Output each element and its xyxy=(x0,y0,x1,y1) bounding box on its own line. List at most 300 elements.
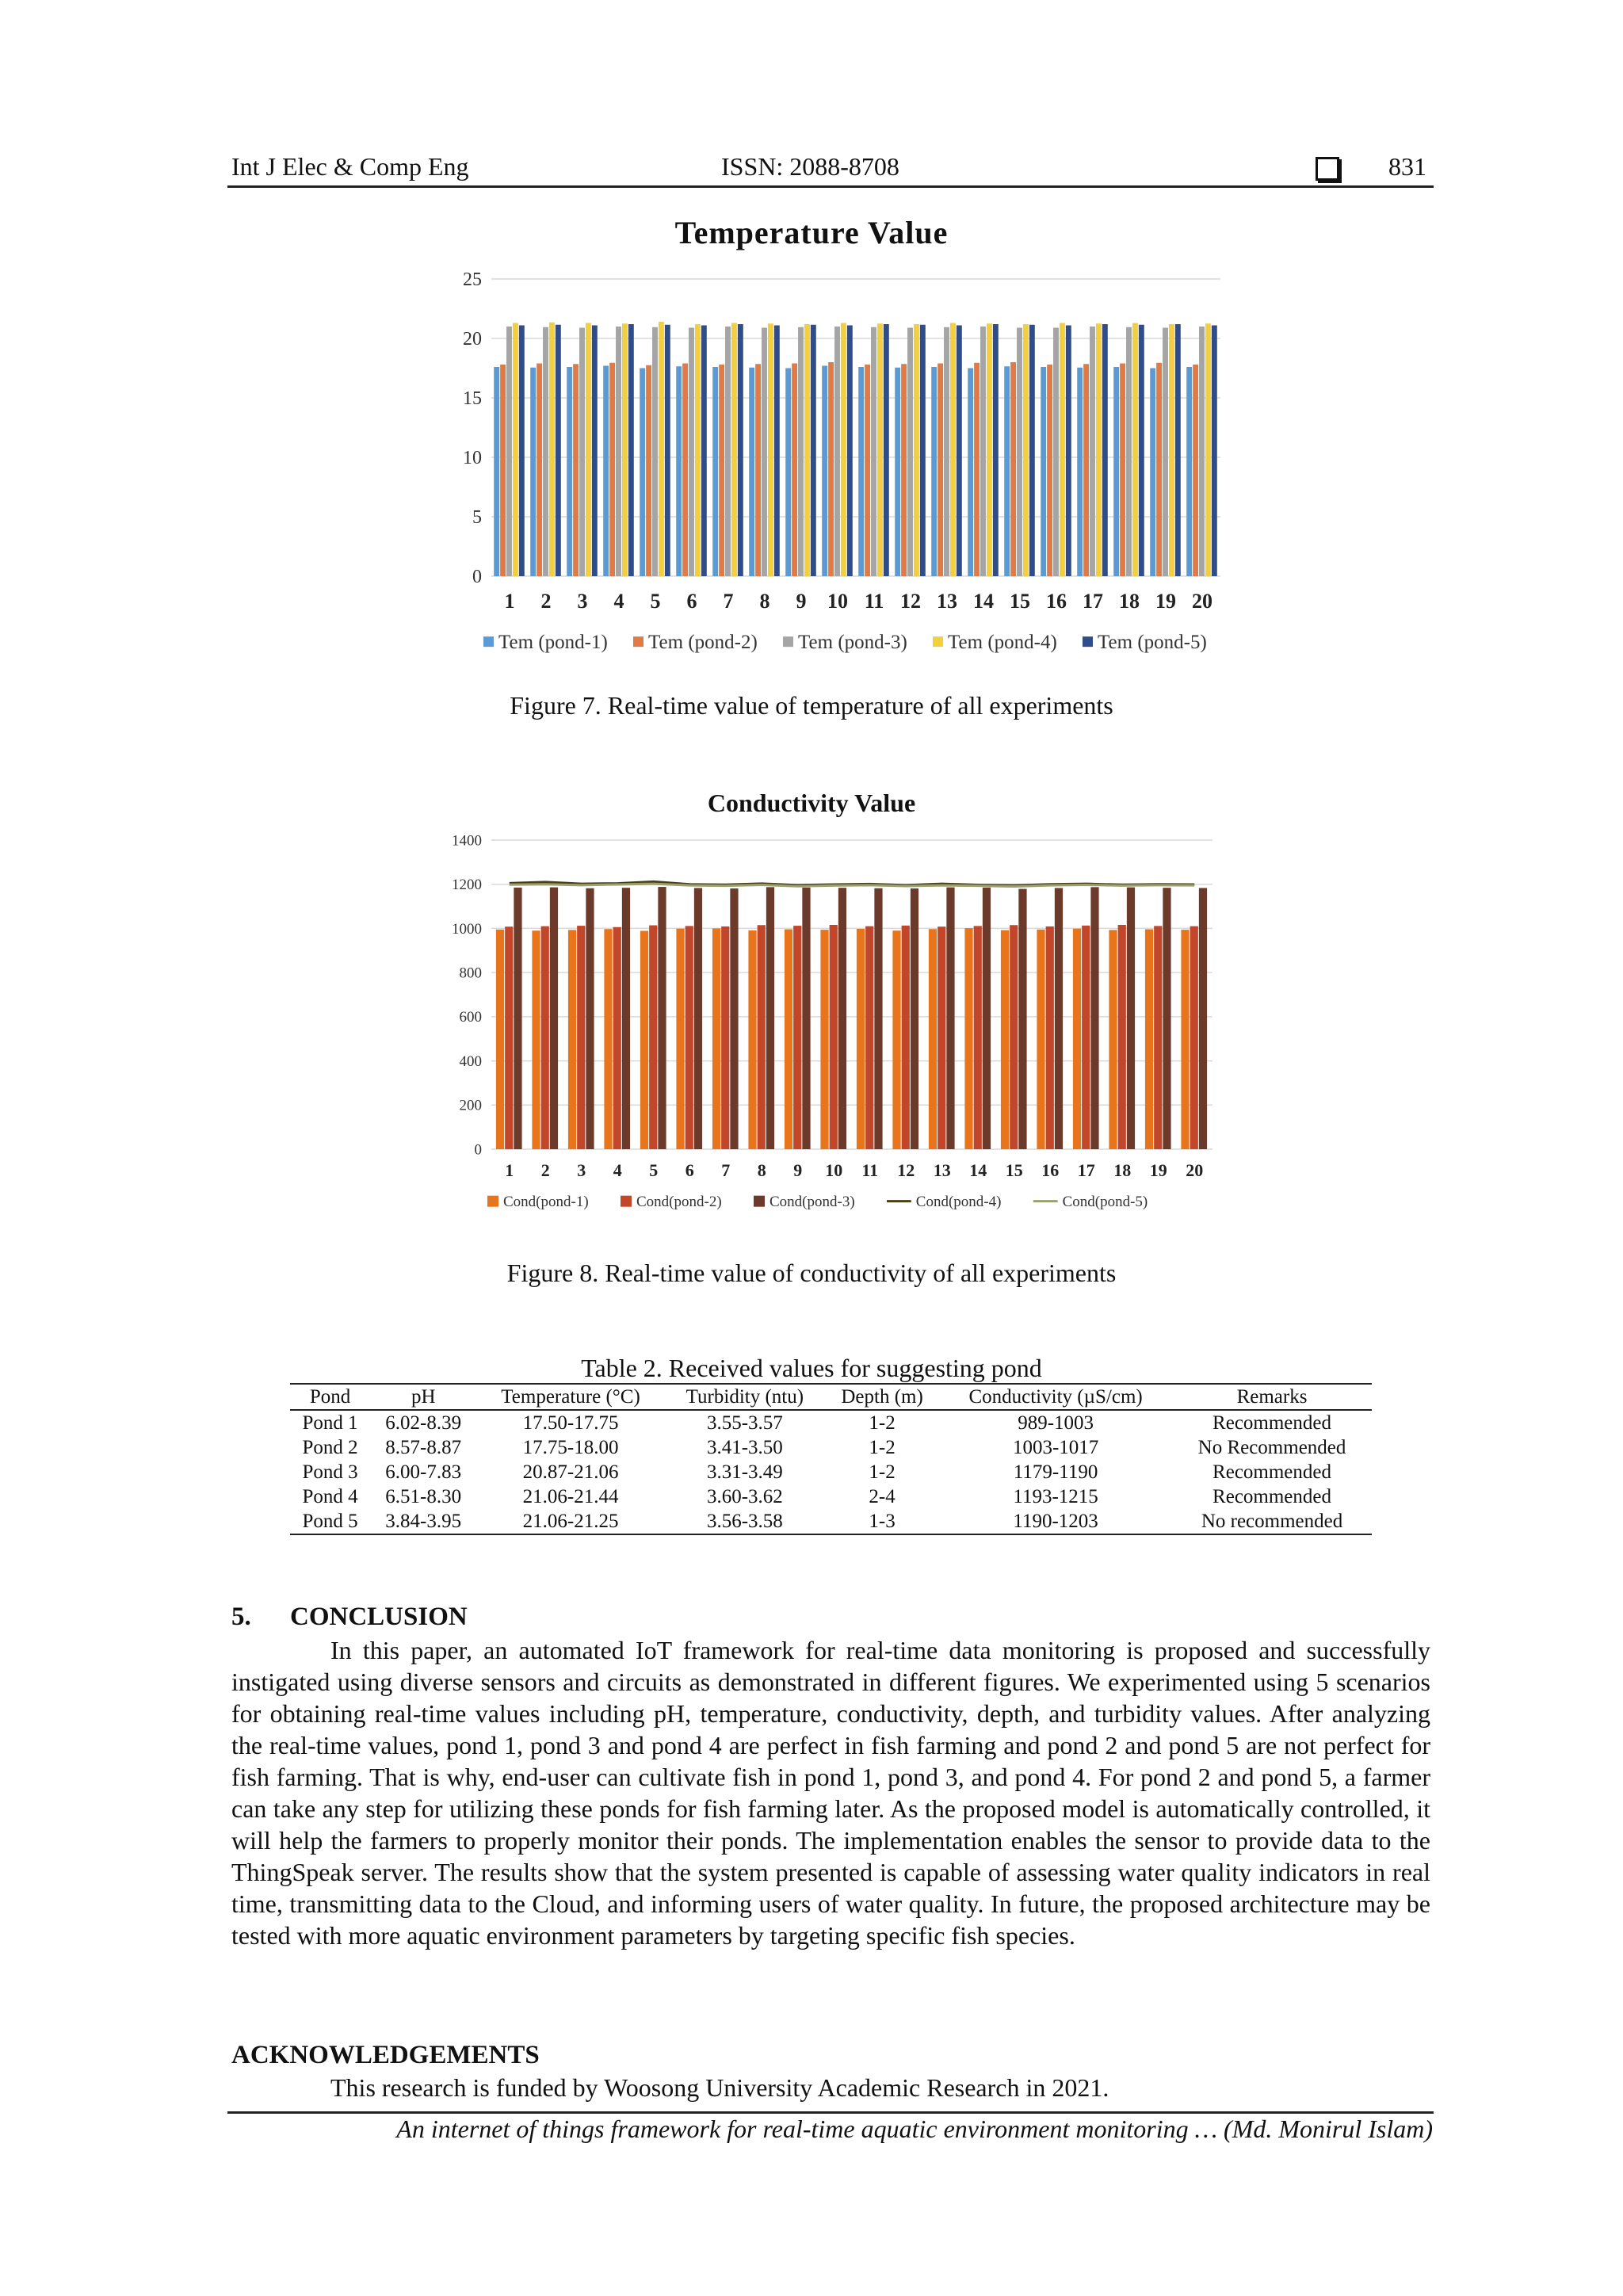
y-tick-label: 5 xyxy=(472,507,482,528)
table-cell: Pond 2 xyxy=(302,1437,358,1458)
bar xyxy=(1163,888,1170,1149)
bar xyxy=(974,926,982,1149)
bar xyxy=(983,888,991,1149)
bar xyxy=(494,367,499,576)
bar xyxy=(506,327,512,576)
bar xyxy=(1169,324,1174,576)
bar xyxy=(834,327,840,576)
bar xyxy=(537,364,542,577)
bar xyxy=(980,327,986,576)
table-cell: 3.31-3.49 xyxy=(706,1461,783,1483)
bar xyxy=(993,324,999,576)
bar xyxy=(987,323,992,576)
x-tick-label: 12 xyxy=(900,590,921,613)
table-cell: Pond 4 xyxy=(302,1486,358,1507)
journal-name: Int J Elec & Comp Eng xyxy=(231,152,469,181)
ack-heading: ACKNOWLEDGEMENTS xyxy=(231,2041,540,2069)
bar xyxy=(1163,328,1168,577)
bar xyxy=(804,324,810,576)
bar xyxy=(730,888,738,1149)
table-cell: 6.51-8.30 xyxy=(385,1486,462,1507)
bar xyxy=(911,888,918,1149)
y-tick-label: 1400 xyxy=(452,832,482,850)
x-tick-label: 5 xyxy=(650,590,661,613)
legend-label: Tem (pond-2) xyxy=(648,632,758,653)
bar xyxy=(1060,323,1065,577)
bar xyxy=(701,326,707,577)
bar xyxy=(659,322,664,576)
bar xyxy=(1156,363,1162,576)
x-tick-label: 1 xyxy=(505,1160,514,1180)
bar xyxy=(541,926,549,1149)
bar xyxy=(514,888,521,1149)
legend-swatch xyxy=(1083,636,1093,647)
fig8-chart xyxy=(412,824,1244,1221)
x-tick-label: 16 xyxy=(1046,590,1067,613)
bar xyxy=(712,928,720,1149)
bar xyxy=(731,323,737,577)
bar xyxy=(665,325,670,576)
bar xyxy=(1090,887,1098,1149)
y-tick-label: 200 xyxy=(459,1097,482,1114)
bar xyxy=(1199,888,1207,1149)
y-tick-label: 10 xyxy=(463,448,482,468)
bar xyxy=(1145,930,1153,1149)
bar xyxy=(1010,362,1016,576)
table-cell: 1003-1017 xyxy=(1012,1437,1099,1458)
bar xyxy=(1102,324,1108,576)
table-cell: 20.87-21.06 xyxy=(522,1461,619,1483)
table-cell: 989-1003 xyxy=(1018,1412,1094,1434)
y-tick-label: 0 xyxy=(472,567,482,587)
bar xyxy=(1193,365,1198,576)
x-tick-label: 11 xyxy=(861,1160,879,1180)
bar xyxy=(1023,324,1029,576)
bar xyxy=(496,930,504,1149)
bar xyxy=(1199,327,1205,576)
table-cell: Recommended xyxy=(1212,1412,1331,1434)
x-tick-label: 4 xyxy=(613,1160,622,1180)
x-tick-label: 3 xyxy=(577,1160,586,1180)
x-tick-label: 16 xyxy=(1041,1160,1060,1180)
bar xyxy=(871,327,876,576)
x-tick-label: 15 xyxy=(1005,1160,1023,1180)
bar xyxy=(830,925,838,1149)
bar xyxy=(1190,926,1198,1149)
bar xyxy=(841,323,846,577)
legend-label: Cond(pond-4) xyxy=(915,1194,1002,1210)
bar xyxy=(749,368,754,576)
bar xyxy=(628,324,634,576)
table2-title: Table 2. Received values for suggesting pond xyxy=(581,1354,1042,1382)
legend-swatch xyxy=(754,1196,765,1207)
table-cell: 3.84-3.95 xyxy=(370,1509,476,1534)
legend-swatch xyxy=(933,636,943,647)
footer-rule xyxy=(227,2111,1434,2114)
table-cell: 3.41-3.50 xyxy=(706,1437,783,1458)
x-tick-label: 1 xyxy=(504,590,515,613)
bar xyxy=(1018,889,1026,1149)
bar xyxy=(938,364,943,577)
bar xyxy=(802,888,810,1149)
bar xyxy=(1047,365,1052,576)
col-header: Temperature (°C) xyxy=(476,1384,664,1410)
table-cell: 1-2 xyxy=(869,1461,896,1483)
bar xyxy=(914,324,919,576)
table-cell: Recommended xyxy=(1212,1461,1331,1483)
bar xyxy=(901,364,907,576)
table-cell: 6.02-8.39 xyxy=(385,1412,462,1434)
bar xyxy=(609,363,615,576)
fig7-chart xyxy=(412,262,1244,666)
table-cell: 17.75-18.00 xyxy=(522,1437,619,1458)
col-header: Turbidity (ntu) xyxy=(665,1384,825,1410)
table-cell: 6.00-7.83 xyxy=(385,1461,462,1483)
bar xyxy=(676,929,684,1149)
table-cell: 3.60-3.62 xyxy=(706,1486,783,1507)
bar xyxy=(828,362,834,576)
bar xyxy=(755,364,761,576)
legend-label: Cond(pond-5) xyxy=(1062,1194,1148,1210)
col-header: Remarks xyxy=(1172,1384,1372,1410)
bar xyxy=(592,326,598,577)
bar xyxy=(1090,327,1095,576)
table-cell: 2-4 xyxy=(869,1486,896,1507)
bar xyxy=(1181,930,1189,1149)
bar xyxy=(1073,929,1081,1149)
bar xyxy=(622,323,628,576)
bar xyxy=(613,927,621,1149)
bar xyxy=(1055,888,1063,1149)
bar xyxy=(721,926,729,1149)
section-heading: CONCLUSION xyxy=(290,1603,468,1631)
x-tick-label: 5 xyxy=(649,1160,659,1180)
table-cell: 1-2 xyxy=(869,1412,896,1434)
bar xyxy=(1037,930,1044,1149)
table2 xyxy=(290,1383,1372,1535)
bar xyxy=(762,328,767,577)
x-tick-label: 9 xyxy=(793,1160,803,1180)
legend-label: Cond(pond-3) xyxy=(769,1194,855,1210)
fig8-caption: Figure 8. Real-time value of conductivity of all experiments xyxy=(506,1259,1117,1287)
bar xyxy=(877,323,883,576)
bar xyxy=(658,887,666,1149)
bar xyxy=(847,326,853,577)
x-tick-label: 4 xyxy=(613,590,624,613)
bar xyxy=(577,926,585,1149)
table-cell: Pond 3 xyxy=(302,1461,358,1483)
table-cell: 21.06-21.44 xyxy=(522,1486,619,1507)
bar xyxy=(622,888,630,1149)
table-cell: Pond 1 xyxy=(302,1412,358,1434)
bar xyxy=(968,369,973,577)
bar xyxy=(543,327,548,576)
bar xyxy=(1109,930,1117,1149)
bar xyxy=(568,930,576,1149)
bar xyxy=(1004,366,1010,576)
bar xyxy=(616,327,621,576)
x-tick-label: 14 xyxy=(973,590,994,613)
bar xyxy=(1001,930,1009,1149)
table-cell: No Recommended xyxy=(1197,1437,1346,1458)
bar xyxy=(500,365,506,576)
bar xyxy=(719,365,724,576)
bar xyxy=(640,369,645,577)
x-tick-label: 6 xyxy=(686,590,697,613)
bar xyxy=(792,364,797,577)
bar xyxy=(586,888,594,1149)
x-tick-label: 8 xyxy=(759,590,770,613)
bar xyxy=(931,367,937,576)
bar xyxy=(785,930,792,1149)
bar xyxy=(785,369,791,577)
table-row xyxy=(290,1435,1372,1460)
bar xyxy=(1053,328,1059,577)
bar xyxy=(920,325,926,576)
bar xyxy=(907,328,913,577)
y-tick-label: 0 xyxy=(474,1141,482,1159)
bar xyxy=(793,926,801,1149)
bar xyxy=(895,368,900,576)
x-tick-label: 10 xyxy=(827,590,848,613)
bar xyxy=(929,929,937,1149)
col-header: pH xyxy=(370,1384,476,1410)
table-cell: 1190-1203 xyxy=(939,1509,1172,1534)
col-header: Depth (m) xyxy=(825,1384,939,1410)
bar xyxy=(530,368,536,576)
bar xyxy=(532,930,540,1149)
bar xyxy=(748,930,756,1149)
bar xyxy=(1041,367,1046,576)
legend-swatch xyxy=(483,636,494,647)
bar xyxy=(640,930,648,1149)
bar xyxy=(1132,323,1138,577)
bar xyxy=(865,926,873,1149)
y-tick-label: 1000 xyxy=(452,920,482,938)
bar xyxy=(874,888,882,1149)
table-cell: 1-3 xyxy=(825,1509,939,1534)
table-row xyxy=(290,1460,1372,1484)
bar xyxy=(1113,367,1119,576)
col-header: Conductivity (µS/cm) xyxy=(939,1384,1172,1410)
bar xyxy=(892,930,900,1149)
legend-swatch xyxy=(783,636,793,647)
x-tick-label: 14 xyxy=(969,1160,987,1180)
fig7-caption: Figure 7. Real-time value of temperature of all experiments xyxy=(510,691,1113,720)
y-tick-label: 20 xyxy=(463,329,482,350)
fig7-title: Temperature Value xyxy=(674,215,949,250)
x-tick-label: 7 xyxy=(721,1160,731,1180)
legend-swatch xyxy=(487,1196,498,1207)
bar xyxy=(857,929,865,1149)
table-cell: Pond 5 xyxy=(290,1509,370,1534)
table-cell: 1193-1215 xyxy=(1013,1486,1098,1507)
table-cell: No recommended xyxy=(1172,1509,1372,1534)
bar xyxy=(1017,328,1022,577)
bar xyxy=(603,366,609,577)
bar xyxy=(505,926,513,1149)
table-cell: 21.06-21.25 xyxy=(476,1509,664,1534)
x-tick-label: 7 xyxy=(723,590,734,613)
x-tick-label: 18 xyxy=(1113,1160,1132,1180)
bar xyxy=(1029,325,1035,576)
table-cell: 1-2 xyxy=(869,1437,896,1458)
bar xyxy=(1150,369,1155,577)
bar xyxy=(884,324,889,576)
bar xyxy=(1077,368,1083,576)
bar xyxy=(811,325,816,576)
bar xyxy=(946,888,954,1149)
series-line xyxy=(510,884,1195,886)
x-tick-label: 19 xyxy=(1155,590,1176,613)
x-tick-label: 3 xyxy=(577,590,588,613)
bar xyxy=(550,888,558,1149)
bar xyxy=(694,888,702,1149)
col-header: Pond xyxy=(290,1384,370,1410)
bar xyxy=(579,328,585,577)
legend-label: Tem (pond-3) xyxy=(798,632,907,653)
bar xyxy=(950,323,956,577)
bar xyxy=(676,366,682,576)
bar xyxy=(964,928,972,1149)
x-tick-label: 20 xyxy=(1186,1160,1204,1180)
bar xyxy=(1118,925,1126,1149)
y-tick-label: 800 xyxy=(459,965,482,982)
bar xyxy=(768,323,773,576)
bar xyxy=(1046,926,1054,1149)
conclusion-paragraph: In this paper, an automated IoT framework for real-time data monitoring is proposed and successfully instigated using diverse sensors and circuits as demonstrated in different figures. We experimented using 5 scenarios for obtaining real-time values including pH, temperature, conductivity, depth, and turbidity values. After analyzing the real-time values, pond 1, pond 3 and pond 4 are perfect in fish farming and pond 2 and pond 5 are not perfect for fish farming. That is why, end-user can cultivate fish in pond 1, pond 3, and pond 4. For pond 2 and pond 5, a farmer can take any step for utilizing these ponds for fish farming later. As the proposed model is automatically controlled, it will help the farmers to properly monitor their ponds. The implementation enables the sensor to provide data to the ThingSpeak server. The results show that the system presented is capable of assessing water quality indicators in real time, transmitting data to the Cloud, and informing users of water quality. In future, the proposed architecture may be tested with more aquatic environment parameters by targeting specific fish species. xyxy=(231,1636,1430,1950)
bar xyxy=(695,324,701,576)
table-header-row xyxy=(290,1384,1372,1410)
bar xyxy=(1212,326,1217,577)
header-rule xyxy=(227,185,1434,188)
x-tick-label: 17 xyxy=(1083,590,1103,613)
bar xyxy=(1186,367,1192,576)
bar xyxy=(567,367,572,576)
table-cell: 3.56-3.58 xyxy=(665,1509,825,1534)
bar xyxy=(1096,323,1102,576)
y-tick-label: 1200 xyxy=(452,877,482,894)
section-number: 5. xyxy=(231,1603,251,1631)
bar xyxy=(858,367,864,576)
y-tick-label: 25 xyxy=(463,269,482,290)
legend-label: Tem (pond-5) xyxy=(1098,632,1207,653)
bar xyxy=(586,323,591,577)
bar xyxy=(1127,888,1135,1149)
y-tick-label: 600 xyxy=(459,1009,482,1026)
bar xyxy=(865,365,870,576)
bar xyxy=(1120,364,1125,577)
bar xyxy=(766,887,774,1149)
x-tick-label: 18 xyxy=(1119,590,1140,613)
x-tick-label: 15 xyxy=(1010,590,1030,613)
table-row xyxy=(290,1484,1372,1509)
bar xyxy=(902,926,910,1149)
table-cell: 8.57-8.87 xyxy=(385,1437,462,1458)
bar xyxy=(822,366,827,577)
bar xyxy=(1082,926,1090,1149)
bar xyxy=(652,327,658,576)
x-tick-label: 9 xyxy=(796,590,807,613)
bar xyxy=(1175,324,1181,576)
bar xyxy=(682,364,688,577)
bar xyxy=(798,327,804,576)
x-tick-label: 19 xyxy=(1149,1160,1167,1180)
bar xyxy=(820,930,828,1149)
fig8-title: Conductivity Value xyxy=(707,789,916,817)
bar xyxy=(957,326,962,577)
bar xyxy=(1139,325,1144,576)
legend-label: Cond(pond-2) xyxy=(636,1194,722,1210)
bar xyxy=(513,323,518,577)
table-row xyxy=(290,1410,1372,1435)
table-row xyxy=(290,1509,1372,1534)
table-cell: 3.55-3.57 xyxy=(706,1412,783,1434)
bar xyxy=(646,365,651,576)
x-tick-label: 2 xyxy=(540,590,552,613)
legend-swatch xyxy=(621,1196,632,1207)
x-tick-label: 6 xyxy=(685,1160,694,1180)
x-tick-label: 2 xyxy=(540,1160,550,1180)
bar xyxy=(1066,326,1071,577)
bar xyxy=(944,327,949,576)
bar xyxy=(573,364,579,576)
square-outline-icon xyxy=(1316,157,1339,181)
bar xyxy=(758,925,766,1149)
bar xyxy=(938,926,945,1149)
legend-label: Tem (pond-1) xyxy=(498,632,608,653)
x-tick-label: 20 xyxy=(1192,590,1212,613)
page-number: 831 xyxy=(1388,152,1426,181)
table-cell: Recommended xyxy=(1212,1486,1331,1507)
bar xyxy=(774,326,780,577)
y-tick-label: 400 xyxy=(459,1052,482,1070)
x-tick-label: 8 xyxy=(757,1160,766,1180)
issn: ISSN: 2088-8708 xyxy=(721,152,899,181)
bar xyxy=(1154,926,1162,1149)
legend-label: Tem (pond-4) xyxy=(948,632,1057,653)
bar xyxy=(712,367,718,576)
bar xyxy=(1126,327,1132,576)
y-tick-label: 15 xyxy=(463,388,482,409)
bar xyxy=(549,323,555,576)
bar xyxy=(689,328,694,577)
bar xyxy=(519,326,525,577)
bar xyxy=(649,926,657,1149)
bar xyxy=(1083,364,1089,576)
bar xyxy=(604,929,612,1149)
bar xyxy=(685,926,693,1149)
running-footer: An internet of things framework for real-time aquatic environment monitoring … (Md. Monirul Islam) xyxy=(396,2115,1433,2143)
bar xyxy=(974,363,980,576)
legend-swatch xyxy=(633,636,643,647)
x-tick-label: 13 xyxy=(937,590,957,613)
x-tick-label: 17 xyxy=(1077,1160,1095,1180)
x-tick-label: 13 xyxy=(933,1160,951,1180)
bar xyxy=(838,888,846,1149)
table-cell: 17.50-17.75 xyxy=(522,1412,619,1434)
bar xyxy=(1010,925,1018,1149)
ack-paragraph: This research is funded by Woosong University Academic Research in 2021. xyxy=(330,2073,1109,2102)
x-tick-label: 10 xyxy=(825,1160,843,1180)
table-cell: 1179-1190 xyxy=(1013,1461,1098,1483)
bar xyxy=(738,324,743,576)
bar xyxy=(1205,323,1211,576)
bar xyxy=(725,327,731,576)
legend-label: Cond(pond-1) xyxy=(503,1194,589,1210)
x-tick-label: 11 xyxy=(864,590,884,613)
bar xyxy=(556,325,561,576)
